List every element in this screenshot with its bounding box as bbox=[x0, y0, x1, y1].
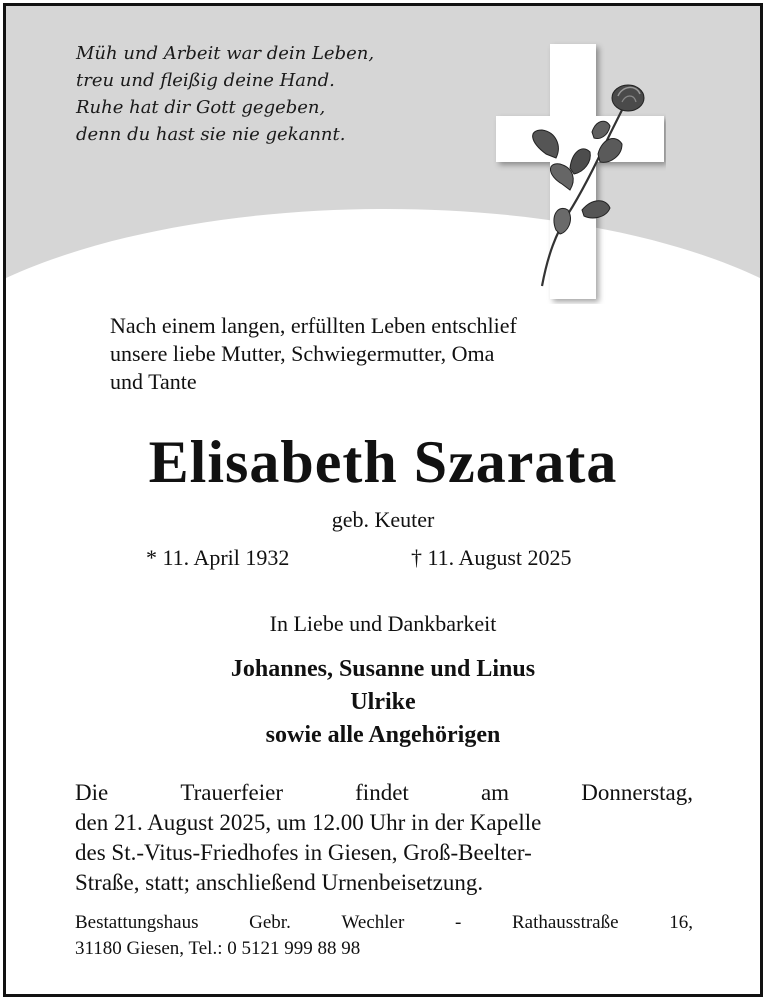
verse-line: denn du hast sie nie gekannt. bbox=[76, 124, 346, 145]
gratitude-line: In Liebe und Dankbarkeit bbox=[269, 611, 497, 636]
mourner-line: Johannes, Susanne und Linus bbox=[230, 656, 536, 682]
undertaker-word: 16, bbox=[669, 912, 693, 933]
obituary-notice bbox=[3, 3, 763, 997]
service-word: am bbox=[480, 780, 510, 805]
verse-line: Müh und Arbeit war dein Leben, bbox=[76, 43, 375, 64]
mourner-line: sowie alle Angehörigen bbox=[265, 722, 501, 748]
verse-line: treu und fleißig deine Hand. bbox=[76, 70, 335, 91]
intro-line: unsere liebe Mutter, Schwiegermutter, Oma bbox=[110, 341, 495, 366]
service-word: Donnerstag, bbox=[581, 780, 693, 805]
mourner-line: Ulrike bbox=[350, 689, 416, 715]
intro-line: Nach einem langen, erfüllten Leben entschlief bbox=[110, 313, 517, 338]
undertaker-line bbox=[75, 910, 693, 936]
intro-line: und Tante bbox=[110, 369, 197, 394]
deceased-name: Elisabeth Szarata bbox=[148, 429, 618, 495]
funeral-service-info bbox=[75, 778, 693, 898]
undertaker-line: 31180 Giesen, Tel.: 0 5121 999 88 98 bbox=[75, 938, 361, 959]
undertaker-word: Bestattungshaus bbox=[75, 912, 199, 933]
service-word: findet bbox=[355, 780, 409, 805]
birth-date: * 11. April 1932 bbox=[146, 545, 290, 570]
undertaker-word: Wechler bbox=[341, 912, 405, 933]
verse-poem bbox=[76, 40, 476, 148]
cross-with-rose-icon bbox=[486, 34, 666, 304]
service-word: Trauerfeier bbox=[180, 780, 283, 805]
birth-name: geb. Keuter bbox=[331, 507, 435, 532]
service-line: des St.-Vitus-Friedhofes in Giesen, Groß-Beelter- bbox=[75, 840, 532, 865]
service-line: Straße, statt; anschließend Urnenbeisetzung. bbox=[75, 870, 484, 895]
undertaker-info bbox=[75, 910, 693, 962]
death-date: † 11. August 2025 bbox=[411, 545, 572, 570]
service-word: Die bbox=[75, 780, 109, 805]
undertaker-word: Gebr. bbox=[249, 912, 291, 933]
undertaker-word: Rathausstraße bbox=[511, 912, 619, 933]
service-line: den 21. August 2025, um 12.00 Uhr in der Kapelle bbox=[75, 810, 542, 835]
undertaker-word: - bbox=[454, 912, 462, 933]
mourners-list bbox=[6, 653, 760, 752]
service-line bbox=[75, 778, 693, 808]
intro-text bbox=[110, 312, 658, 396]
verse-line: Ruhe hat dir Gott gegeben, bbox=[76, 97, 326, 118]
